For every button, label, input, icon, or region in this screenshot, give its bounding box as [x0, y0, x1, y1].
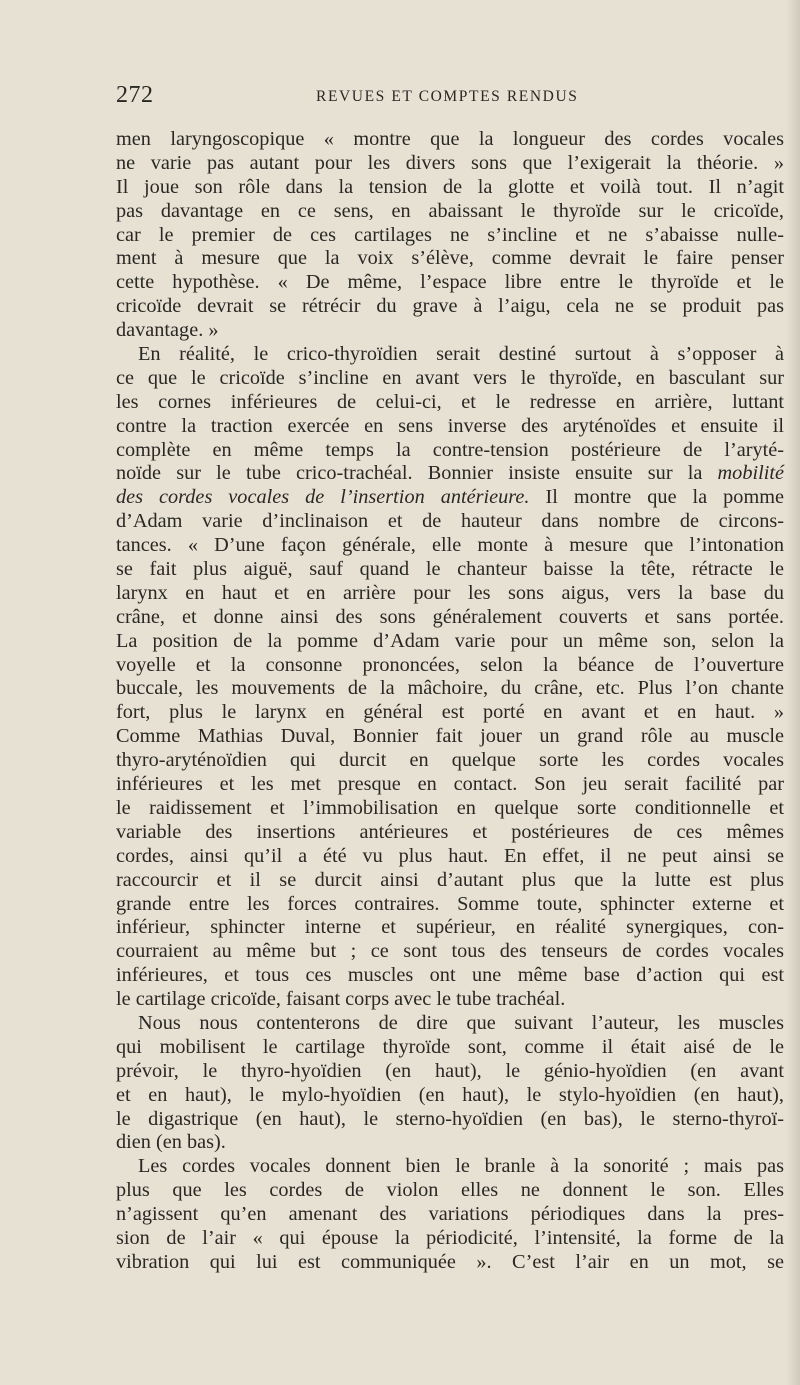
line-text: car le premier de ces cartilages ne s’incline et ne s’abaisse nulle- — [116, 223, 784, 246]
text-line — [116, 773, 784, 797]
line-text: courraient au même but ; ce sont tous des tenseurs de cordes vocales — [116, 940, 784, 963]
line-text: Les cordes vocales donnent bien le branle à la sonorité ; mais pas — [138, 1155, 784, 1178]
text-line — [116, 1251, 784, 1275]
line-text: cordes, ainsi qu’il a été vu plus haut. En effet, il ne peut ainsi se — [116, 844, 784, 867]
text-line — [116, 271, 784, 295]
line-text: d’Adam varie d’inclinaison et de hauteur dans nombre de circons- — [116, 510, 784, 533]
line-text: qui mobilisent le cartilage thyroïde sont, comme il était aisé de le — [116, 1035, 784, 1058]
text-line — [116, 677, 784, 701]
text-line — [116, 1155, 784, 1179]
line-text: le digastrique (en haut), le sterno-hyoïdien (en bas), le sterno-thyroï- — [116, 1107, 784, 1130]
line-text: larynx en haut et en arrière pour les sons aigus, vers la base du — [116, 581, 784, 604]
line-text: men laryngoscopique « montre que la longueur des cordes vocales — [116, 128, 784, 150]
line-text: La position de la pomme d’Adam varie pour un même son, selon la — [116, 629, 784, 652]
line-text: inférieur, sphincter interne et supérieur, en réalité synergiques, con- — [116, 916, 784, 939]
running-title: REVUES ET COMPTES RENDUS — [316, 88, 579, 105]
text-line — [116, 1108, 784, 1132]
line-text: voyelle et la consonne prononcées, selon la béance de l’ouverture — [116, 653, 784, 676]
italic-text: des cordes vocales de l’insertion antérieure. — [116, 486, 530, 509]
text-line — [116, 582, 784, 606]
line-text: contre la traction exercée en sens inverse des aryténoïdes et ensuite il — [116, 414, 784, 437]
text-line — [116, 486, 784, 510]
line-text: grande entre les forces contraires. Somme toute, sphincter externe et — [116, 892, 784, 915]
text-line — [116, 654, 784, 678]
line-text: davantage. » — [116, 319, 219, 342]
text-line — [116, 439, 784, 463]
text-line — [116, 1012, 784, 1036]
text-line — [116, 1131, 784, 1155]
line-text: complète en même temps la contre-tension postérieure de l’aryté- — [116, 438, 784, 461]
line-text: cette hypothèse. « De même, l’espace libre entre le thyroïde et le — [116, 271, 784, 294]
line-text: sion de l’air « qui épouse la périodicité, l’intensité, la forme de la — [116, 1226, 784, 1249]
line-text: crâne, et donne ainsi des sons généralement couverts et sans portée. — [116, 605, 784, 628]
line-text: ment à mesure que la voix s’élève, comme devrait le faire penser — [116, 247, 784, 270]
line-text: thyro-aryténoïdien qui durcit en quelque sorte les cordes vocales — [116, 749, 784, 772]
line-text: vibration qui lui est communiquée ». C’est l’air en un mot, se — [116, 1250, 784, 1273]
text-line — [116, 606, 784, 630]
line-text: inférieures, et tous ces muscles ont une même base d’action qui est — [116, 964, 784, 987]
text-line — [116, 725, 784, 749]
text-line — [116, 295, 784, 319]
line-text: pas davantage en ce sens, en abaissant le thyroïde sur le cricoïde, — [116, 199, 784, 222]
text-line — [116, 391, 784, 415]
line-text: plus que les cordes de violon elles ne donnent le son. Elles — [116, 1179, 784, 1202]
line-text: buccale, les mouvements de la mâchoire, du crâne, etc. Plus l’on chante — [116, 677, 784, 700]
line-text: n’agissent qu’en amenant des variations périodiques dans la pres- — [116, 1203, 784, 1226]
line-text: ne varie pas autant pour les divers sons que l’exigerait la théorie. » — [116, 151, 784, 174]
text-line — [116, 367, 784, 391]
line-text: se fait plus aiguë, sauf quand le chanteur baisse la tête, rétracte le — [116, 558, 784, 581]
text-line — [116, 343, 784, 367]
text-line — [116, 701, 784, 725]
text-line — [116, 845, 784, 869]
line-text: Il joue son rôle dans la tension de la glotte et voilà tout. Il n’agit — [116, 175, 784, 198]
text-line — [116, 630, 784, 654]
line-text: tances. « D’une façon générale, elle monte à mesure que l’intonation — [116, 534, 784, 557]
text-line — [116, 558, 784, 582]
text-line — [116, 319, 784, 343]
text-line — [116, 462, 784, 486]
text-line — [116, 749, 784, 773]
text-line — [116, 821, 784, 845]
text-line — [116, 1179, 784, 1203]
running-head — [116, 82, 786, 112]
text-line — [116, 940, 784, 964]
text-line — [116, 893, 784, 917]
line-text: noïde sur le tube crico-trachéal. Bonnier insiste ensuite sur la — [116, 462, 703, 485]
italic-text: mobilité — [717, 462, 784, 485]
line-text: prévoir, le thyro-hyoïdien (en haut), le génio-hyoïdien (en avant — [116, 1059, 784, 1082]
line-text: Nous nous contenterons de dire que suivant l’auteur, les muscles — [138, 1011, 784, 1034]
line-text: les cornes inférieures de celui-ci, et le redresse en arrière, luttant — [116, 390, 784, 413]
line-text: Il montre que la pomme — [529, 486, 784, 509]
text-line — [116, 1036, 784, 1060]
text-line — [116, 1203, 784, 1227]
line-text: inférieures et les met presque en contact. Son jeu serait facilité par — [116, 773, 784, 796]
text-line — [116, 152, 784, 176]
line-text: ce que le cricoïde s’incline en avant vers le thyroïde, en basculant sur — [116, 366, 784, 389]
text-line — [116, 200, 784, 224]
text-line — [116, 916, 784, 940]
text-line — [116, 964, 784, 988]
text-line — [116, 224, 784, 248]
line-text: le raidissement et l’immobilisation en quelque sorte conditionnelle et — [116, 796, 784, 819]
line-text: dien (en bas). — [116, 1131, 226, 1154]
text-line — [116, 415, 784, 439]
text-line — [116, 510, 784, 534]
line-text: Comme Mathias Duval, Bonnier fait jouer un grand rôle au muscle — [116, 725, 784, 748]
line-text: En réalité, le crico-thyroïdien serait destiné surtout à s’opposer à — [138, 343, 784, 366]
text-line — [116, 534, 784, 558]
text-line — [116, 1084, 784, 1108]
body-text — [116, 128, 784, 1275]
text-line — [116, 797, 784, 821]
line-text: et en haut), le mylo-hyoïdien (en haut), le stylo-hyoïdien (en haut), — [116, 1083, 784, 1106]
text-line — [116, 1060, 784, 1084]
text-line — [116, 869, 784, 893]
page-number: 272 — [116, 82, 154, 108]
line-text: fort, plus le larynx en général est porté en avant et en haut. » — [116, 701, 784, 724]
line-text: cricoïde devrait se rétrécir du grave à l’aigu, cela ne se produit pas — [116, 295, 784, 318]
line-text: variable des insertions antérieures et postérieures de ces mêmes — [116, 820, 784, 843]
text-line — [116, 247, 784, 271]
page-edge-shadow — [786, 0, 800, 1385]
text-line — [116, 1227, 784, 1251]
line-text: raccourcir et il se durcit ainsi d’autant plus que la lutte est plus — [116, 868, 784, 891]
text-line — [116, 988, 784, 1012]
text-line — [116, 128, 784, 152]
text-line — [116, 176, 784, 200]
line-text: le cartilage cricoïde, faisant corps avec le tube trachéal. — [116, 988, 566, 1011]
